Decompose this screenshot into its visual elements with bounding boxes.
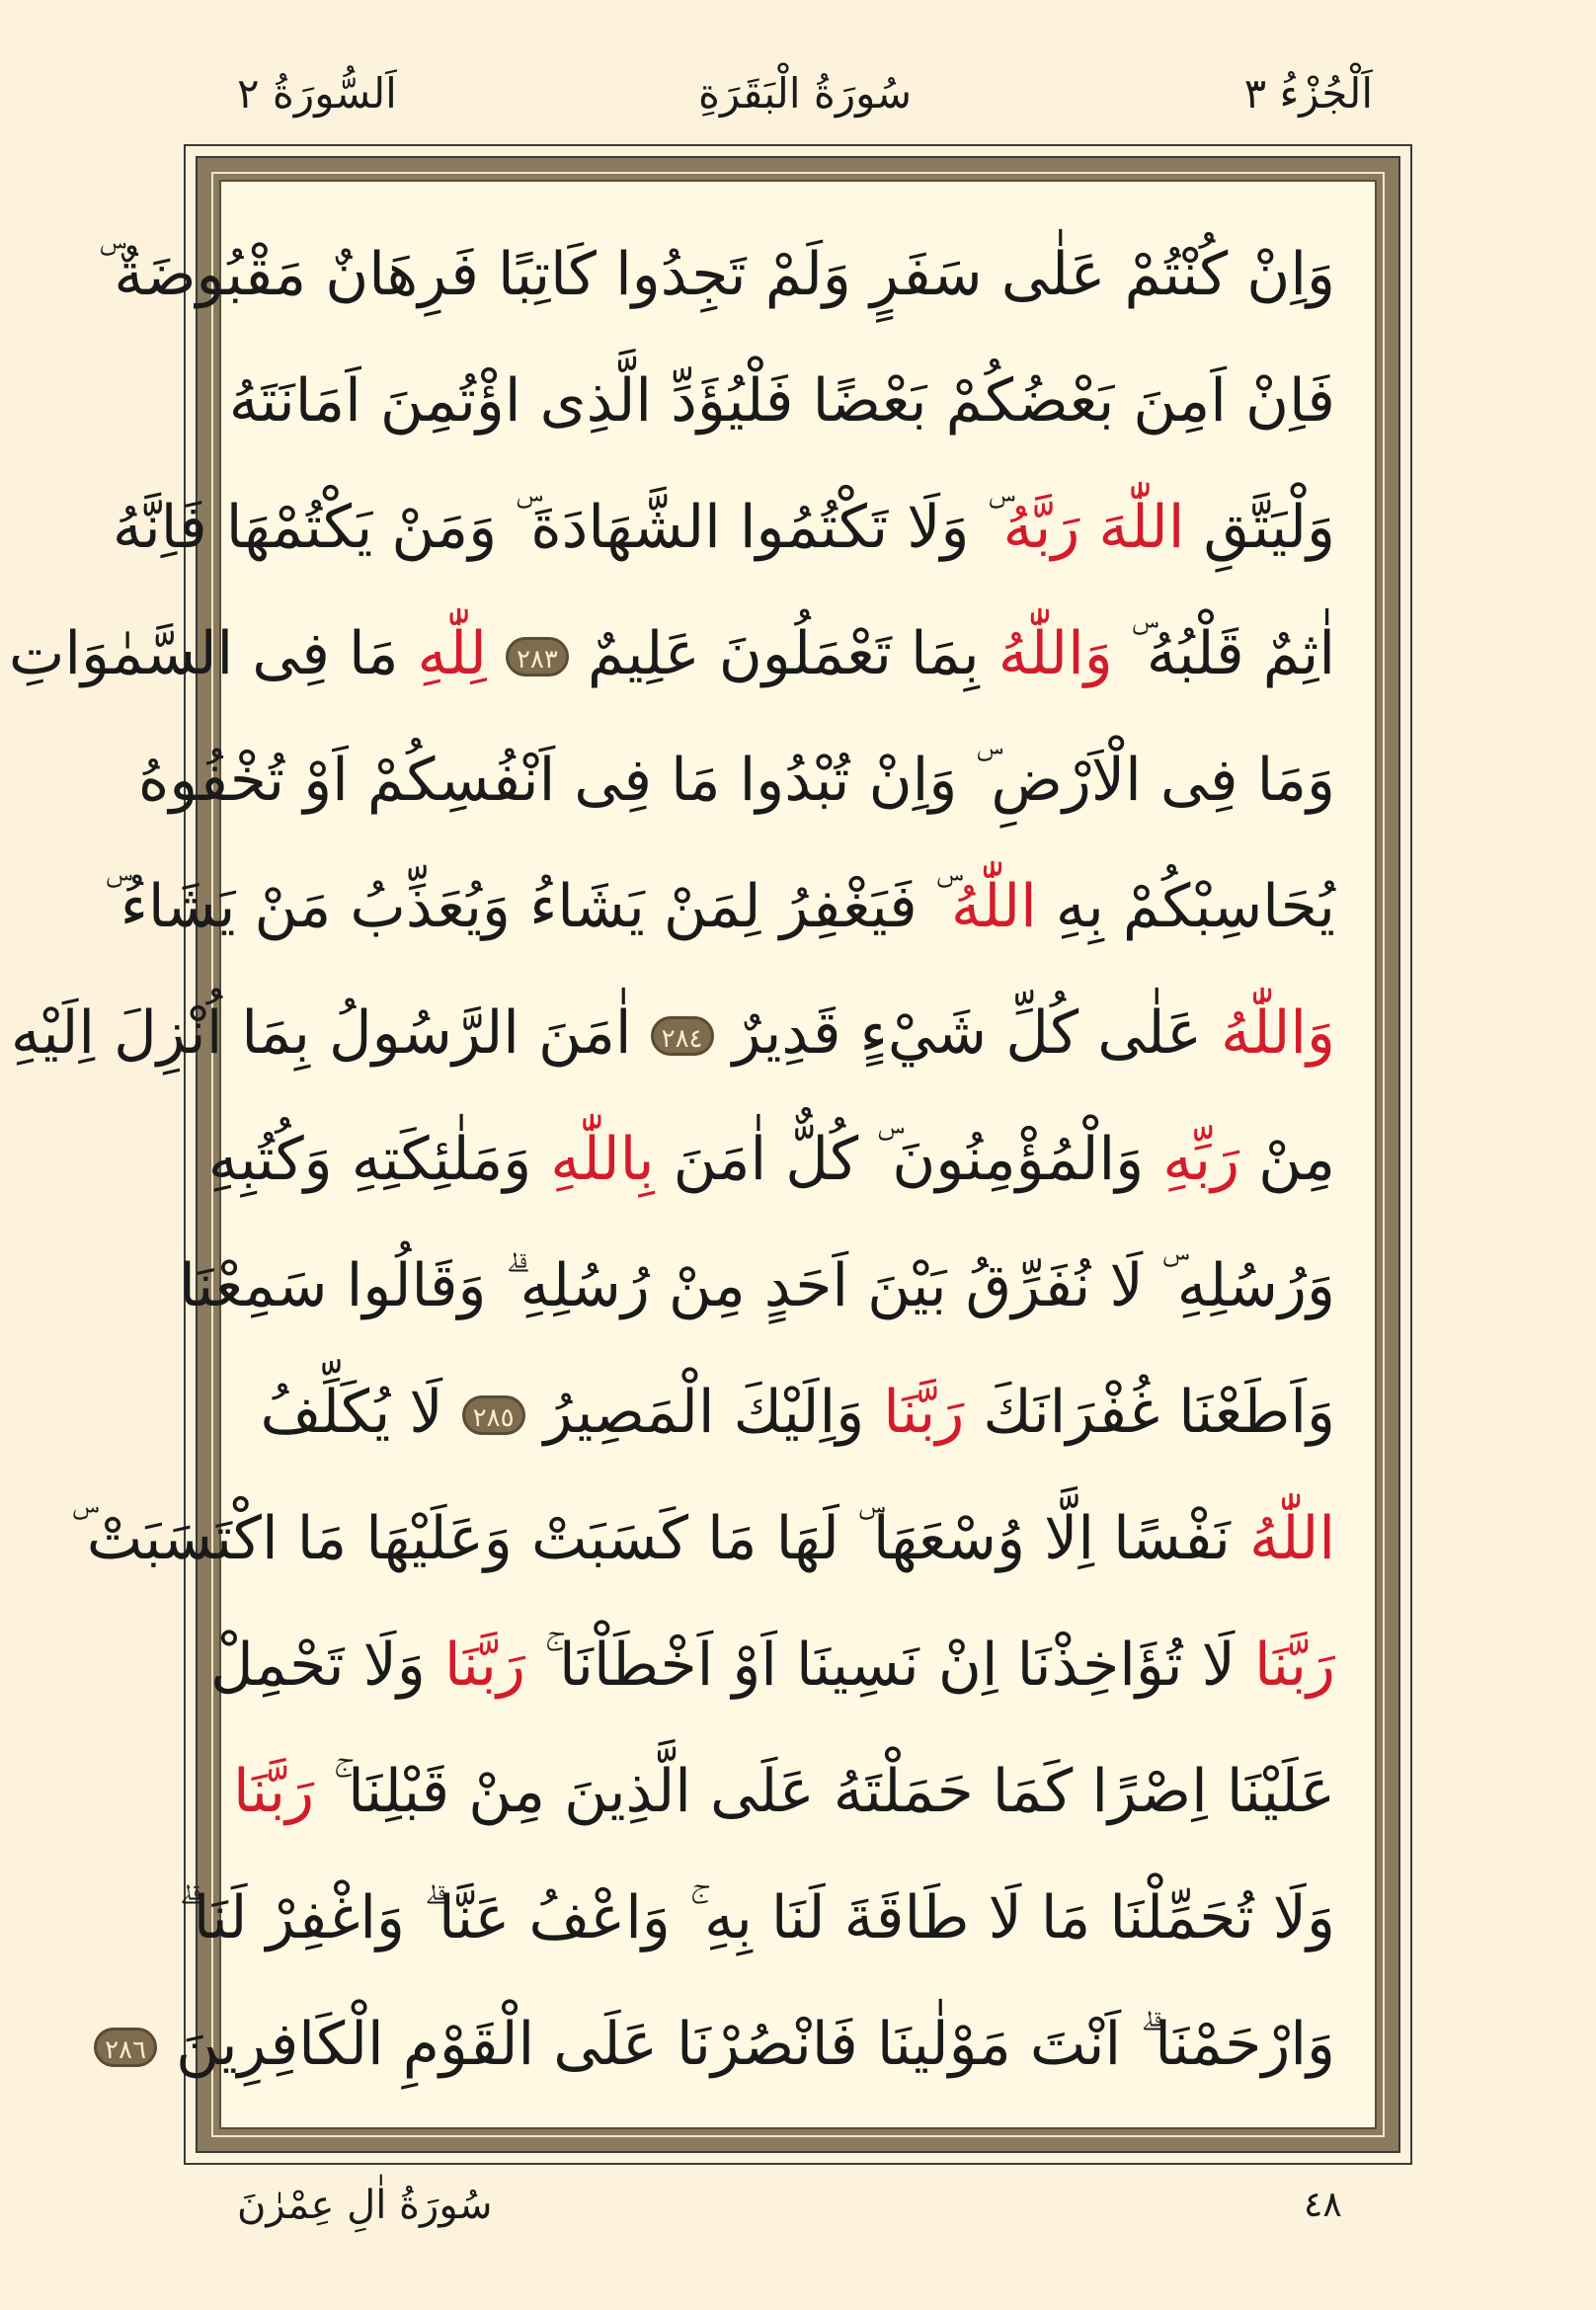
surah-title: سُورَةُ الْبَقَرَةِ	[697, 69, 913, 118]
divine-name-text: اللّٰهَ رَبَّهُ	[1002, 493, 1185, 562]
divine-name-text: وَاللّٰهُ	[1221, 998, 1335, 1068]
divine-name-text: اللّٰهُ	[1249, 1504, 1335, 1573]
verse-line	[105, 843, 1335, 970]
verse-text: وَاِلَيْكَ الْمَصِيرُ	[524, 1378, 884, 1447]
verse-line	[178, 1855, 1335, 1981]
page-number: ٤٨	[1304, 2185, 1342, 2225]
verse-line	[137, 717, 1335, 843]
verse-line	[112, 464, 1335, 591]
verse-text	[487, 619, 506, 688]
verse-line	[207, 1096, 1335, 1223]
verse-line	[228, 338, 1335, 464]
page-frame	[8, 144, 1412, 2165]
divine-name-text: رَبَّنَا	[233, 1757, 315, 1826]
verse-line	[71, 1475, 1335, 1602]
verse-line	[99, 211, 1335, 338]
verse-text: وَلَا تَحْمِلْ	[209, 1631, 444, 1700]
verse-text: مِنْ	[1239, 1125, 1335, 1194]
verse-text: وَارْحَمْنَا ۗ اَنْتَ مَوْلٰينَا فَانْصُرْنَا عَلَى الْقَوْمِ الْكَافِرِينَ	[157, 2010, 1335, 2079]
verse-text: وَاِنْ كُنْتُمْ عَلٰى سَفَرٍ وَلَمْ تَجِدُوا كَاتِبًا فَرِهَانٌ مَقْبُوضَةٌ ۜ	[99, 240, 1335, 309]
verse-text: عَلٰى كُلِّ شَيْءٍ قَدِيرٌ	[713, 998, 1222, 1068]
verse-text: وَمَا فِى الْاَرْضِ ۜ وَاِنْ تُبْدُوا مَا فِى اَنْفُسِكُمْ اَوْ تُخْفُوهُ	[137, 746, 1335, 815]
juz-label: اَلْجُزْءُ ٣	[1243, 69, 1373, 118]
verse-text: وَرُسُلِهِ ۜ لَا نُفَرِّقُ بَيْنَ اَحَدٍ مِنْ رُسُلِهِ ۗ وَقَالُوا سَمِعْنَا	[179, 1251, 1335, 1320]
verse-text: وَاَطَعْنَا غُفْرَانَكَ	[964, 1378, 1335, 1447]
verse-text: لَا تُؤَاخِذْنَا اِنْ نَسِينَا اَوْ اَخْطَاْنَا ۚ	[524, 1631, 1254, 1700]
verse-text: نَفْسًا اِلَّا وُسْعَهَا ۜ لَهَا مَا كَسَبَتْ وَعَلَيْهَا مَا اكْتَسَبَتْ ۜ	[71, 1504, 1250, 1573]
verse-text: يُحَاسِبْكُمْ بِهِ	[1036, 872, 1335, 941]
ayah-number-marker: ٢٨٦	[94, 2028, 157, 2067]
verse-line	[179, 1223, 1335, 1349]
ayah-number-marker: ٢٨٤	[651, 1016, 714, 1056]
verse-text: لَا يُكَلِّفُ	[260, 1378, 462, 1447]
divine-name-text: لِلّٰهِ	[417, 619, 487, 688]
verse-text: اٰثِمٌ قَلْبُهُ ۜ	[1112, 619, 1335, 688]
verse-text: عَلَيْنَا اِصْرًا كَمَا حَمَلْتَهُ عَلَى الَّذِينَ مِنْ قَبْلِنَا ۚ	[314, 1757, 1335, 1826]
verse-line	[233, 1728, 1335, 1855]
divine-name-text: رَبَّنَا	[1253, 1631, 1335, 1700]
divine-name-text: اللّٰهُ	[950, 872, 1037, 941]
divine-name-text: بِاللّٰهِ	[550, 1125, 655, 1194]
next-surah-label: سُورَةُ اٰلِ عِمْرٰنَ	[237, 2183, 493, 2228]
verse-text: وَمَلٰئِكَتِهِ وَكُتُبِهِ	[207, 1125, 551, 1194]
quran-text-panel	[8, 180, 1377, 2129]
verse-text: ۜ وَلَا تَكْتُمُوا الشَّهَادَةَ ۜ وَمَنْ يَكْتُمْهَا فَاِنَّهُ	[112, 493, 1003, 562]
verse-line	[105, 1981, 1335, 2108]
verse-text: اٰمَنَ الرَّسُولُ بِمَا اُنْزِلَ اِلَيْهِ	[10, 998, 651, 1068]
verse-text: بِمَا تَعْمَلُونَ عَلِيمٌ	[568, 619, 998, 688]
verse-text: فَاِنْ اَمِنَ بَعْضُكُمْ بَعْضًا فَلْيُؤَدِّ الَّذِى اؤْتُمِنَ اَمَانَتَهُ	[228, 366, 1335, 436]
divine-name-text: رَبَّنَا	[443, 1631, 525, 1700]
surah-number-label: اَلسُّورَةُ ٢	[237, 69, 397, 118]
ayah-number-marker: ٢٨٥	[462, 1395, 525, 1435]
divine-name-text: رَبَّنَا	[883, 1378, 965, 1447]
verse-line	[8, 591, 1335, 717]
verse-line	[10, 970, 1335, 1096]
verse-text: وَلْيَتَّقِ	[1184, 493, 1335, 562]
divine-name-text: رَبِّهِ	[1162, 1125, 1240, 1194]
verse-text: وَالْمُؤْمِنُونَ ۜ كُلٌّ اٰمَنَ	[654, 1125, 1163, 1194]
verse-line	[261, 1349, 1335, 1475]
verse-text: ۜ فَيَغْفِرُ لِمَنْ يَشَاءُ وَيُعَذِّبُ مَنْ يَشَاءُ ۜ	[105, 872, 951, 941]
verse-line	[209, 1602, 1335, 1728]
verse-text: وَلَا تُحَمِّلْنَا مَا لَا طَاقَةَ لَنَا بِهِ ۚ وَاعْفُ عَنَّا ۗ وَاغْفِرْ لَنَا ۗ	[178, 1883, 1335, 1952]
verse-text: مَا فِى السَّمٰوَاتِ	[8, 619, 418, 688]
page-header	[237, 59, 1373, 138]
divine-name-text: وَاللّٰهُ	[998, 619, 1113, 688]
ayah-number-marker: ٢٨٣	[506, 637, 569, 677]
